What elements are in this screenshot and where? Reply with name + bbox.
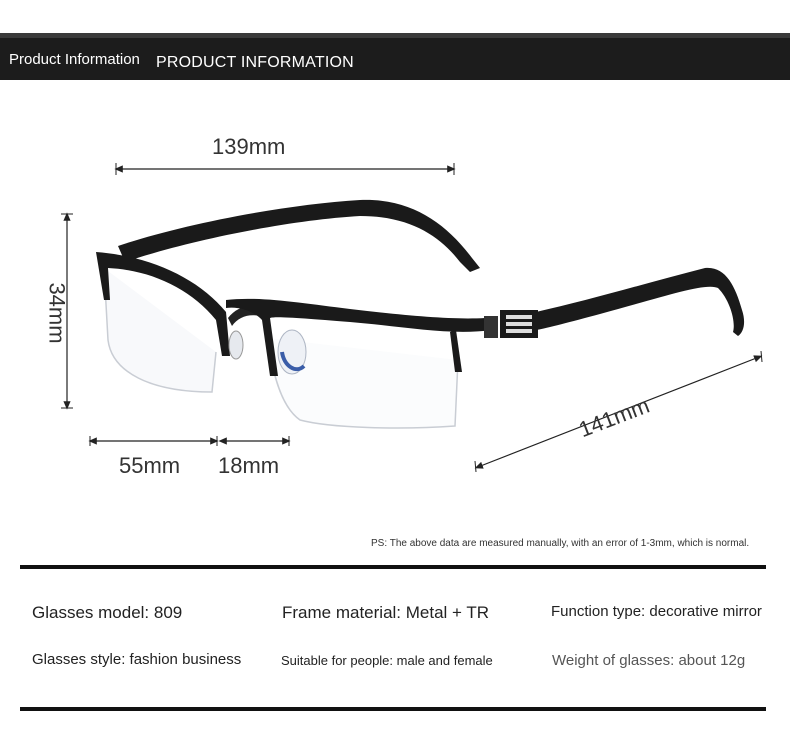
spec-function-type: Function type: decorative mirror <box>551 603 762 620</box>
spec-top-divider <box>20 565 766 569</box>
lens-width-dimension-line <box>90 436 217 446</box>
height-label: 34mm <box>44 282 70 344</box>
left-lens <box>96 252 230 392</box>
spec-frame-material: Frame material: Metal + TR <box>282 603 490 622</box>
temple-length-label: 141mm <box>575 392 653 443</box>
measurement-note: PS: The above data are measured manually, with an error of 1-3mm, which is normal. <box>371 538 750 549</box>
bridge-width-dimension-line <box>222 436 289 446</box>
right-lens <box>226 299 492 428</box>
bridge-width-label: 18mm <box>218 453 280 478</box>
spec-bottom-divider <box>20 707 766 711</box>
header-title: PRODUCT INFORMATION <box>156 54 354 71</box>
far-temple-arm <box>118 200 480 272</box>
hinge <box>484 310 538 338</box>
spec-style: Glasses style: fashion business <box>32 651 242 668</box>
spec-model: Glasses model: 809 <box>32 603 183 622</box>
spec-suitable-for: Suitable for people: male and female <box>281 653 493 668</box>
header-small-label: Product Information <box>9 51 140 68</box>
spec-weight: Weight of glasses: about 12g <box>552 652 746 669</box>
near-temple-arm <box>536 268 744 336</box>
lens-width-label: 55mm <box>119 453 181 478</box>
width-dimension-line <box>116 163 454 175</box>
total-width-label: 139mm <box>212 134 286 159</box>
